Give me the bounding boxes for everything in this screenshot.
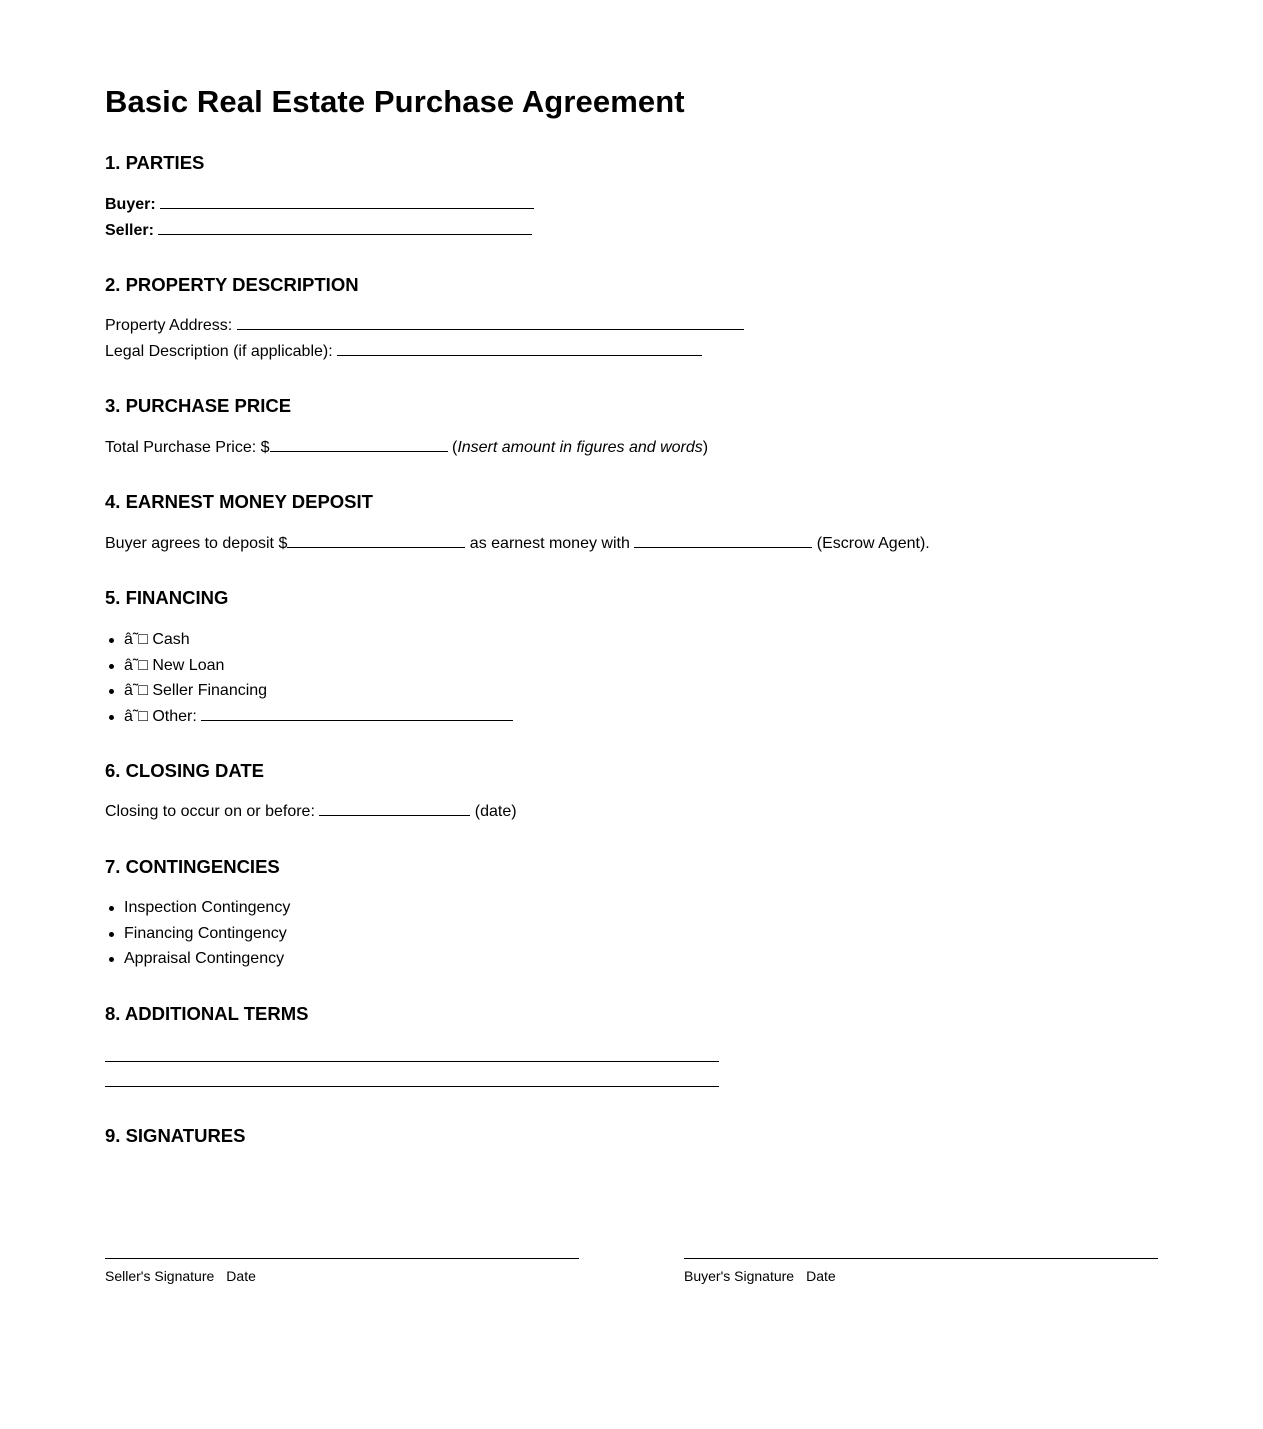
purchase-price-line xyxy=(105,435,1165,461)
buyer-signature-block xyxy=(684,1258,1158,1284)
financing-options xyxy=(105,627,1165,729)
section-additional-terms xyxy=(105,1003,1165,1087)
deposit-text-3: (Escrow Agent). xyxy=(816,535,930,552)
contingency-list xyxy=(105,895,1165,972)
seller-date-label: Date xyxy=(226,1268,256,1284)
deposit-text-2: as earnest money with xyxy=(469,535,630,552)
property-address-label: Property Address: xyxy=(105,317,233,334)
property-address-field[interactable] xyxy=(237,315,744,330)
checkbox-icon[interactable]: â˜□ xyxy=(124,656,148,674)
closing-date-suffix: (date) xyxy=(474,803,517,820)
section-heading: 9. SIGNATURES xyxy=(105,1125,246,1146)
checkbox-icon[interactable]: â˜□ xyxy=(124,682,148,699)
option-label: Other: xyxy=(152,707,197,725)
section-heading: 3. PURCHASE PRICE xyxy=(105,395,292,416)
legal-description-line xyxy=(105,339,1165,365)
closing-date-label: Closing to occur on or before: xyxy=(105,803,315,820)
buyer-signature-caption xyxy=(684,1268,1158,1284)
buyer-label: Buyer: xyxy=(105,196,156,213)
section-parties xyxy=(105,152,1165,243)
section-contingencies xyxy=(105,856,1165,972)
seller-signature-line[interactable] xyxy=(105,1258,579,1259)
property-address-line xyxy=(105,313,1165,339)
financing-option-cash[interactable] xyxy=(124,627,1165,653)
section-heading: 2. PROPERTY DESCRIPTION xyxy=(105,274,359,295)
financing-option-other[interactable] xyxy=(124,704,1165,730)
section-heading: 6. CLOSING DATE xyxy=(105,760,264,781)
financing-option-new-loan[interactable] xyxy=(124,653,1165,679)
section-closing-date xyxy=(105,760,1165,825)
section-financing xyxy=(105,587,1165,729)
seller-label: Seller: xyxy=(105,221,154,239)
paren-open: ( xyxy=(451,439,458,456)
deposit-line xyxy=(105,531,1165,557)
buyer-line xyxy=(105,192,1165,218)
contingency-item: Inspection Contingency xyxy=(124,895,1165,921)
purchase-price-field[interactable] xyxy=(270,437,448,452)
closing-date-field[interactable] xyxy=(319,801,470,816)
document-title: Basic Real Estate Purchase Agreement xyxy=(105,84,685,119)
seller-field[interactable] xyxy=(158,220,532,235)
checkbox-icon[interactable]: â˜□ xyxy=(124,631,148,648)
buyer-signature-line[interactable] xyxy=(684,1258,1158,1259)
closing-date-line xyxy=(105,799,1165,825)
escrow-agent-field[interactable] xyxy=(634,533,812,548)
financing-option-seller-financing[interactable] xyxy=(124,678,1165,704)
seller-signature-label: Seller's Signature xyxy=(105,1268,215,1284)
purchase-price-label: Total Purchase Price: $ xyxy=(105,439,270,456)
financing-other-field[interactable] xyxy=(201,706,513,721)
section-heading: 8. ADDITIONAL TERMS xyxy=(105,1003,309,1024)
seller-signature-block xyxy=(105,1258,579,1284)
section-property-description xyxy=(105,274,1165,364)
section-heading: 5. FINANCING xyxy=(105,587,229,608)
deposit-text-1: Buyer agrees to deposit $ xyxy=(105,535,288,552)
contingency-item: Financing Contingency xyxy=(124,921,1165,947)
section-purchase-price xyxy=(105,395,1165,461)
option-label: Seller Financing xyxy=(152,682,268,699)
purchase-price-note: Insert amount in figures and words xyxy=(457,439,703,456)
section-heading: 1. PARTIES xyxy=(105,152,205,173)
section-heading: 4. EARNEST MONEY DEPOSIT xyxy=(105,491,373,512)
seller-line xyxy=(105,218,1165,244)
section-heading: 7. CONTINGENCIES xyxy=(105,856,280,877)
checkbox-icon[interactable]: â˜□ xyxy=(124,707,148,725)
seller-signature-caption xyxy=(105,1268,579,1284)
legal-description-label: Legal Description (if applicable): xyxy=(105,342,333,360)
buyer-field[interactable] xyxy=(160,194,534,209)
additional-terms-line-2[interactable] xyxy=(105,1086,719,1087)
option-label: New Loan xyxy=(152,656,225,674)
legal-description-field[interactable] xyxy=(337,341,702,356)
buyer-date-label: Date xyxy=(806,1268,836,1284)
section-signatures xyxy=(105,1125,1165,1147)
section-earnest-money xyxy=(105,491,1165,557)
contingency-item: Appraisal Contingency xyxy=(124,946,1165,972)
option-label: Cash xyxy=(152,631,190,648)
buyer-signature-label: Buyer's Signature xyxy=(684,1268,795,1284)
paren-close: ) xyxy=(702,439,709,456)
deposit-amount-field[interactable] xyxy=(287,533,465,548)
